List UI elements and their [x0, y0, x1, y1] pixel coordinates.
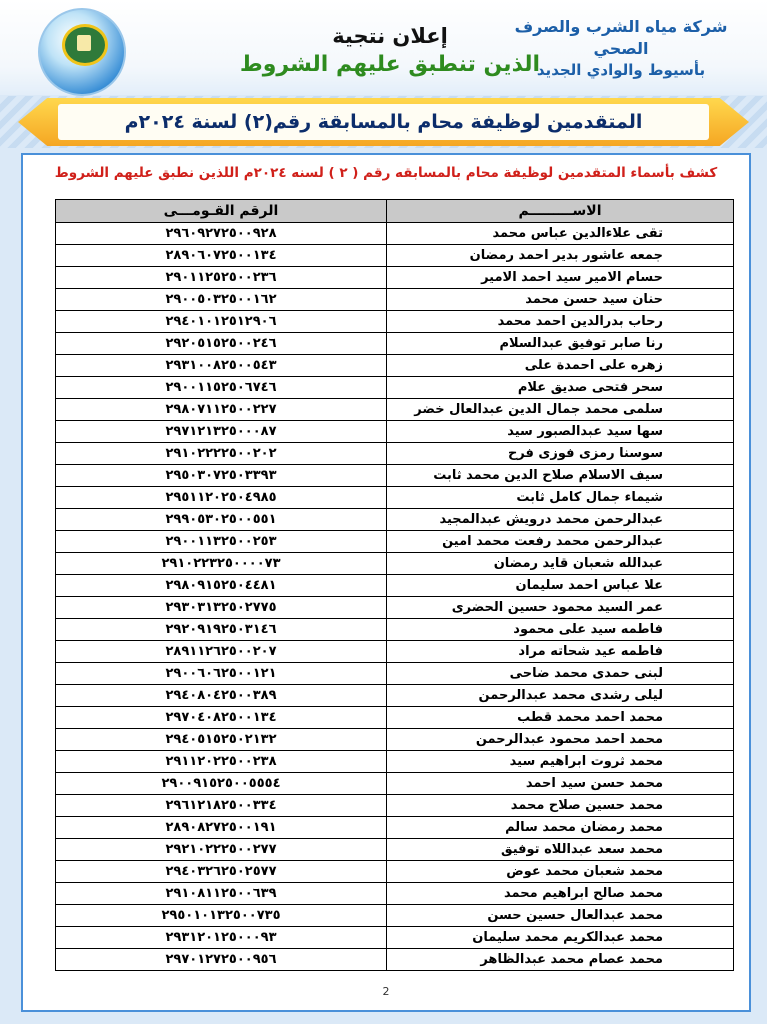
national-id: ٢٩٠٠١١٥٢٥٠٦٧٤٦ [56, 377, 387, 399]
banner-title: المتقدمين لوظيفة محام بالمسابقة رقم(٢) لسنة ٢٠٢٤م [58, 104, 709, 140]
national-id-column-header: الرقم القـومـــى [56, 200, 387, 223]
company-name-line1: شركة مياه الشرب والصرف الصحي [514, 17, 728, 58]
national-id: ٢٩١٠٢٢٣٢٥٠٠٠٠٧٣ [56, 553, 387, 575]
applicant-name: سوسنا رمزى فوزى فرح [387, 443, 734, 465]
company-name [491, 16, 751, 80]
applicant-name: حنان سيد حسن محمد [387, 289, 734, 311]
national-id: ٢٩٦٠٩٢٧٢٥٠٠٩٢٨ [56, 223, 387, 245]
national-id: ٢٩٣١٠٠٨٢٥٠٠٥٤٣ [56, 355, 387, 377]
table-row [56, 443, 734, 465]
table-row [56, 685, 734, 707]
applicant-name: محمد احمد محمد قطب [387, 707, 734, 729]
applicant-name: سحر فتحى صديق علام [387, 377, 734, 399]
national-id: ٢٩٧٠٤٠٨٢٥٠٠١٣٤ [56, 707, 387, 729]
company-name-line2: بأسيوط والوادي الجديد [536, 61, 706, 79]
table-row [56, 245, 734, 267]
table-row [56, 509, 734, 531]
table-row [56, 817, 734, 839]
table-row [56, 311, 734, 333]
applicant-name: عبدالرحمن محمد رفعت محمد امين [387, 531, 734, 553]
applicant-name: ليلى رشدى محمد عبدالرحمن [387, 685, 734, 707]
national-id: ٢٩٠٠٩١٥٢٥٠٠٥٥٥٤ [56, 773, 387, 795]
table-row [56, 751, 734, 773]
applicant-name: زهره على احمدة على [387, 355, 734, 377]
applicant-name: سيف الاسلام صلاح الدين محمد ثابت [387, 465, 734, 487]
document-page [21, 153, 751, 1012]
national-id: ٢٩٥١١٢٠٢٥٠٤٩٨٥ [56, 487, 387, 509]
applicant-name: عمر السيد محمود حسين الحضرى [387, 597, 734, 619]
page-number: 2 [382, 985, 390, 998]
national-id: ٢٩٥٠١٠١٣٢٥٠٠٧٣٥ [56, 905, 387, 927]
applicant-name: عبدالله شعبان قايد رمضان [387, 553, 734, 575]
national-id: ٢٩٣٠٣١٣٢٥٠٢٧٧٥ [56, 597, 387, 619]
table-header-row [56, 200, 734, 223]
applicant-name: محمد رمضان محمد سالم [387, 817, 734, 839]
announcement-subtitle: الذين تنطبق عليهم الشروط [239, 52, 541, 77]
table-row [56, 883, 734, 905]
national-id: ٢٩٠٠٥٠٣٢٥٠٠١٦٢ [56, 289, 387, 311]
national-id: ٢٩١٠٨١١٢٥٠٠٦٣٩ [56, 883, 387, 905]
applicant-name: محمد عبدالكريم محمد سليمان [387, 927, 734, 949]
table-row [56, 619, 734, 641]
applicant-name: محمد عبدالعال حسين حسن [387, 905, 734, 927]
name-column-header: الاســـــــــم [387, 200, 734, 223]
table-row [56, 663, 734, 685]
applicant-name: محمد ثروت ابراهيم سيد [387, 751, 734, 773]
announcement-title: إعلان نتجية [332, 24, 448, 48]
table-row [56, 399, 734, 421]
table-row [56, 773, 734, 795]
applicant-name: شيماء جمال كامل ثابت [387, 487, 734, 509]
national-id: ٢٩٨٠٩١٥٢٥٠٤٤٨١ [56, 575, 387, 597]
applicant-name: رنا صابر توفيق عبدالسلام [387, 333, 734, 355]
national-id: ٢٩٧٠١٢٧٢٥٠٠٩٥٦ [56, 949, 387, 971]
table-row [56, 949, 734, 971]
list-subtitle: كشف بأسماء المتقدمين لوظيفة محام بالمسابقه رقم ( ٢ ) لسنه ٢٠٢٤م اللذين نطبق عليهم الشروط [54, 165, 718, 181]
table-row [56, 707, 734, 729]
applicant-name: محمد سعد عبداللاه توفيق [387, 839, 734, 861]
applicant-name: سها سيد عبدالصبور سيد [387, 421, 734, 443]
national-id: ٢٩٤٠٥١٥٢٥٠٢١٣٢ [56, 729, 387, 751]
applicant-name: محمد حسين صلاح محمد [387, 795, 734, 817]
applicant-name: لبنى حمدى محمد ضاحى [387, 663, 734, 685]
applicant-name: فاطمه سيد على محمود [387, 619, 734, 641]
table-row [56, 289, 734, 311]
table-row [56, 575, 734, 597]
national-id: ٢٨٩٠٨٢٧٢٥٠٠١٩١ [56, 817, 387, 839]
applicant-name: محمد صالح ابراهيم محمد [387, 883, 734, 905]
table-row [56, 795, 734, 817]
national-id: ٢٩٧١٢١٣٢٥٠٠٠٨٧ [56, 421, 387, 443]
applicants-table [55, 199, 734, 971]
applicant-name: محمد شعبان محمد عوض [387, 861, 734, 883]
national-id: ٢٩٥٠٣٠٧٢٥٠٣٣٩٣ [56, 465, 387, 487]
national-id: ٢٩٤٠١٠١٢٥١٢٩٠٦ [56, 311, 387, 333]
applicant-name: جمعه عاشور بدير احمد رمضان [387, 245, 734, 267]
table-row [56, 905, 734, 927]
national-id: ٢٩١٠٢٢٢٢٥٠٠٢٠٢ [56, 443, 387, 465]
table-row [56, 223, 734, 245]
table-row [56, 597, 734, 619]
table-row [56, 421, 734, 443]
applicant-name: فاطمه عيد شحاته مراد [387, 641, 734, 663]
applicant-name: محمد احمد محمود عبدالرحمن [387, 729, 734, 751]
national-id: ٢٨٩٠٦٠٧٢٥٠٠١٣٤ [56, 245, 387, 267]
table-row [56, 355, 734, 377]
table-row [56, 729, 734, 751]
national-id: ٢٩٩٠٥٣٠٢٥٠٠٥٥١ [56, 509, 387, 531]
national-id: ٢٩٠٠٦٠٦٢٥٠٠١٢١ [56, 663, 387, 685]
national-id: ٢٩٢٠٩١٩٢٥٠٣١٤٦ [56, 619, 387, 641]
applicant-name: عبدالرحمن محمد درويش عبدالمجيد [387, 509, 734, 531]
logo-emblem [62, 24, 108, 66]
national-id: ٢٩٤٠٣٢٦٢٥٠٢٥٧٧ [56, 861, 387, 883]
table-row [56, 553, 734, 575]
table-row [56, 487, 734, 509]
applicant-name: سلمى محمد جمال الدين عبدالعال خضر [387, 399, 734, 421]
table-row [56, 839, 734, 861]
company-logo [38, 8, 126, 96]
national-id: ٢٩٢٠٥١٥٢٥٠٠٢٤٦ [56, 333, 387, 355]
national-id: ٢٩٠١١٢٥٢٥٠٠٢٣٦ [56, 267, 387, 289]
applicant-name: علا عباس احمد سليمان [387, 575, 734, 597]
national-id: ٢٩٤٠٨٠٤٢٥٠٠٣٨٩ [56, 685, 387, 707]
table-row [56, 267, 734, 289]
table-row [56, 465, 734, 487]
table-row [56, 333, 734, 355]
table-row [56, 531, 734, 553]
applicant-name: محمد عصام محمد عبدالظاهر [387, 949, 734, 971]
table-row [56, 641, 734, 663]
applicant-name: رحاب بدرالدين احمد محمد [387, 311, 734, 333]
national-id: ٢٩٨٠٧١١٢٥٠٠٢٢٧ [56, 399, 387, 421]
national-id: ٢٩٣١٢٠١٢٥٠٠٠٩٣ [56, 927, 387, 949]
applicant-name: محمد حسن سيد احمد [387, 773, 734, 795]
national-id: ٢٩١١٢٠٢٢٥٠٠٢٣٨ [56, 751, 387, 773]
page-header [0, 0, 767, 95]
table-row [56, 861, 734, 883]
table-row [56, 377, 734, 399]
national-id: ٢٨٩١١٢٦٢٥٠٠٢٠٧ [56, 641, 387, 663]
table-body [56, 223, 734, 971]
applicant-name: حسام الامير سيد احمد الامير [387, 267, 734, 289]
national-id: ٢٩٢١٠٢٢٢٥٠٠٢٧٧ [56, 839, 387, 861]
table-row [56, 927, 734, 949]
applicant-name: تقى علاءالدين عباس محمد [387, 223, 734, 245]
national-id: ٢٩٦١٢١٨٢٥٠٠٣٣٤ [56, 795, 387, 817]
national-id: ٢٩٠٠١١٣٢٥٠٠٢٥٣ [56, 531, 387, 553]
